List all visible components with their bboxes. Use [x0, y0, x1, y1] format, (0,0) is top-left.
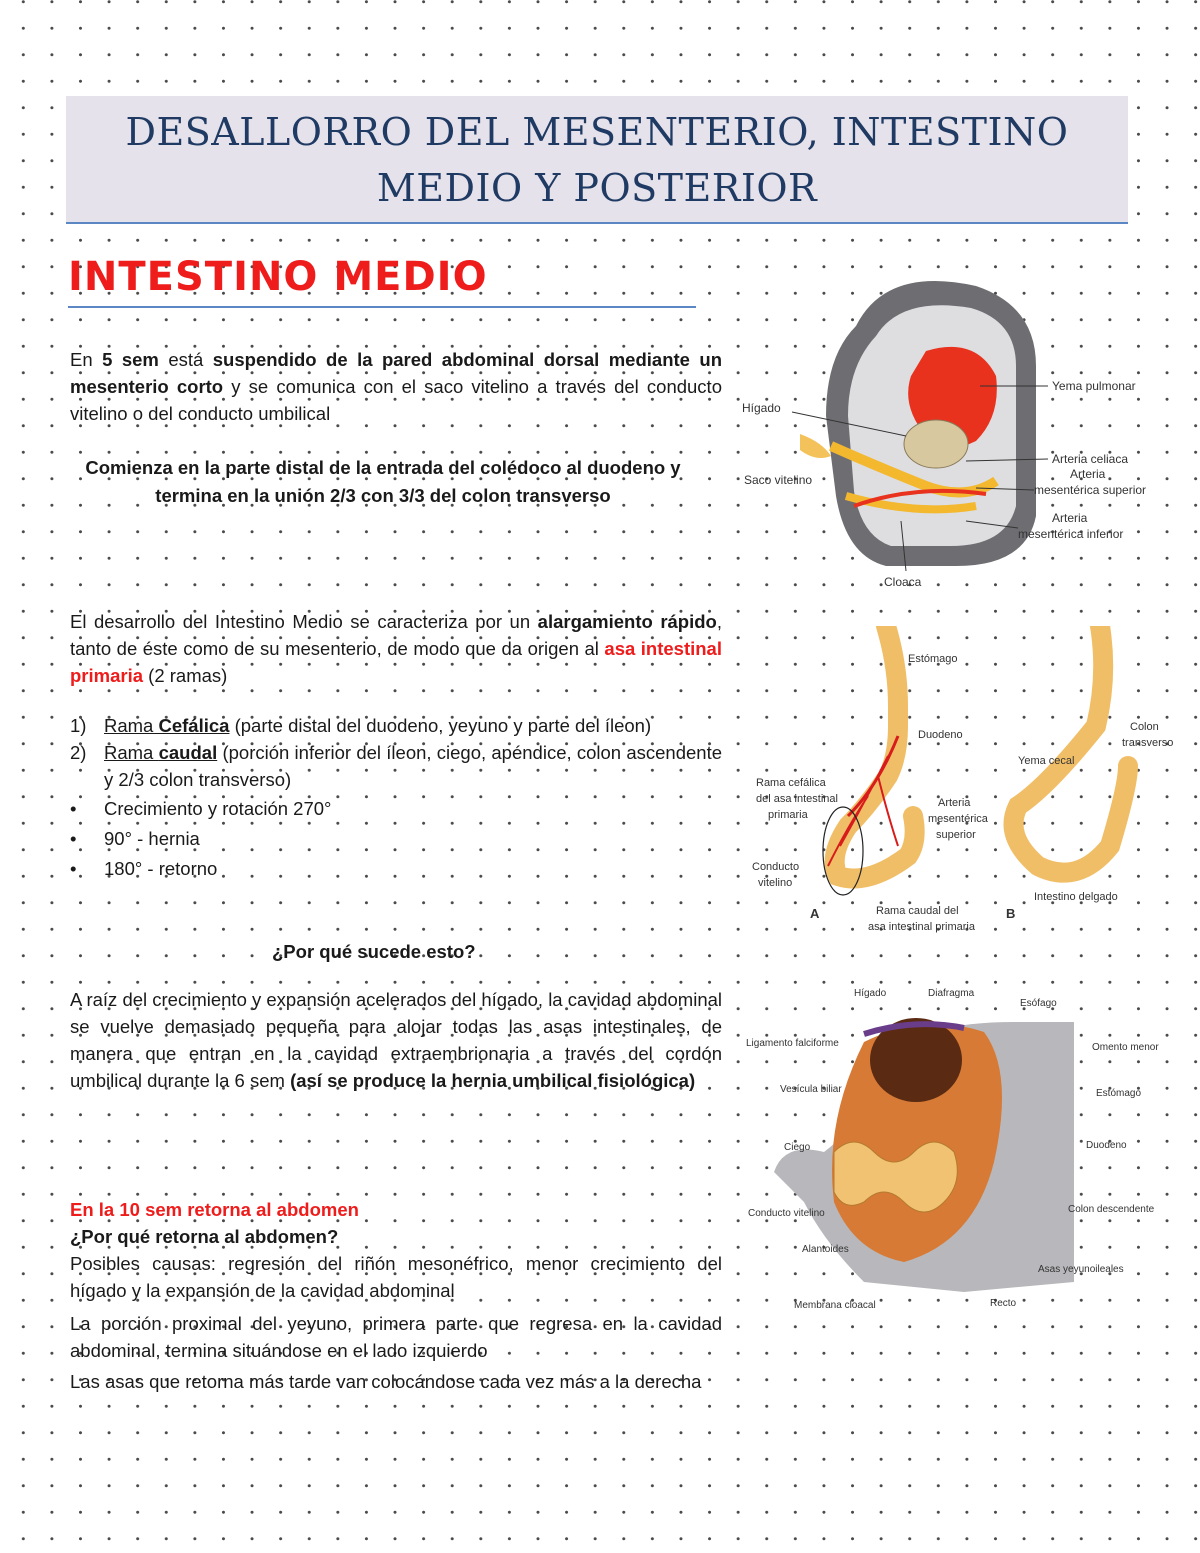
label-higado: Hígado	[742, 401, 781, 415]
label-arteria-ms: Arteria	[938, 797, 971, 809]
label-vitelino: vitelino	[758, 877, 793, 889]
primary-loop-figure	[748, 626, 1178, 936]
title-line-2: MEDIO Y POSTERIOR	[376, 166, 818, 210]
list-item: • Crecimiento y rotación 270°	[70, 798, 332, 819]
label-colon: Colon	[1130, 721, 1159, 733]
label-omento: Omento menor	[1092, 1042, 1159, 1053]
page-title	[66, 96, 1128, 216]
label-panel-b: B	[1006, 906, 1016, 921]
label-higado-3: Hígado	[854, 988, 887, 999]
label-arteria-celiaca: Arteria celiaca	[1052, 452, 1129, 466]
why-paragraph: A raíz del crecimiento y expansión acelerados del hígado, la cavidad abdominal se vuelve demasiado pequeña para alojar todas las asas intestinales, de manera que entran en la cavidad extraembrionaria a través del cordón umbilical durante la 6 sem (así se produce la hernia umbilical fisiológica)	[70, 989, 723, 1091]
label-recto: Recto	[990, 1298, 1017, 1309]
label-arteria-2: Arteria	[1052, 511, 1088, 525]
label-rama-cefalica-3: primaria	[768, 809, 808, 821]
label-colon-descendente: Colon descendente	[1068, 1204, 1155, 1215]
return-proximal: La porción proximal del yeyuno, primera parte que regresa en la cavidad abdominal, termina situándose en el lado izquierdo	[70, 1313, 722, 1361]
label-alantoides: Alantoides	[802, 1244, 849, 1255]
intro-paragraph: En 5 sem está suspendido de la pared abdominal dorsal mediante un mesenterio corto y se comunica con el saco vitelino a través del conducto vitelino o del conducto umbilical	[70, 349, 723, 424]
return-heading: En la 10 sem retorna al abdomen	[70, 1199, 359, 1220]
label-transverso: transverso	[1122, 737, 1174, 749]
label-mesenterica-superior: mesentérica superior	[1034, 483, 1147, 497]
return-causes: Posibles causas: regresión del riñón mesonéfrico, menor crecimiento del hígado y la expansión de la cavidad abdominal	[70, 1253, 722, 1301]
label-yema-pulmonar: Yema pulmonar	[1052, 379, 1136, 393]
label-arteria-ms-2: mesentérica	[928, 813, 988, 825]
label-diafragma: Diafragma	[928, 988, 975, 999]
label-cloaca: Cloaca	[884, 575, 922, 589]
return-question: ¿Por qué retorna al abdomen?	[70, 1226, 339, 1247]
label-esofago: Esófago	[1020, 998, 1057, 1009]
label-ciego: Ciego	[784, 1142, 811, 1153]
label-rama-caudal-2: asa intestinal primaria	[868, 921, 975, 933]
why-question: ¿Por qué sucede esto?	[272, 941, 476, 962]
label-rama-cefalica-2: del asa intestinal	[756, 793, 838, 805]
list-item: • 90° - hernia	[70, 828, 200, 849]
label-conducto: Conducto	[752, 861, 800, 873]
list-item: 1) Rama Cefálica (parte distal del duodeno, yeyuno y parte del íleon)	[70, 715, 652, 736]
label-estomago: Estómago	[908, 653, 958, 665]
label-estomago-3: Estómago	[1096, 1088, 1142, 1099]
title-line-1: DESALLORRO DEL MESENTERIO, INTESTINO	[125, 110, 1069, 154]
label-duodeno-3: Duodeno	[1086, 1140, 1127, 1151]
label-intestino-delgado: Intestino delgado	[1034, 891, 1118, 903]
label-conducto-vitelino: Conducto vitelino	[748, 1208, 825, 1219]
label-arteria: Arteria	[1070, 467, 1106, 481]
label-ligamento: Ligamento falciforme	[746, 1038, 839, 1049]
label-mesenterica-inferior: mesentérica inferior	[1018, 527, 1124, 541]
section-heading: INTESTINO MEDIO	[68, 254, 696, 308]
label-asas: Asas yeyunoileales	[1038, 1264, 1124, 1275]
label-membrana: Membrana cloacal	[794, 1300, 876, 1311]
title-banner	[66, 96, 1128, 224]
label-yema-cecal: Yema cecal	[1018, 755, 1075, 767]
list-item: • 180° - retorno	[70, 858, 218, 879]
embryo-midgut-figure	[736, 266, 1176, 594]
label-arteria-ms-3: superior	[936, 829, 976, 841]
label-saco-vitelino: Saco vitelino	[744, 473, 813, 487]
herniation-figure	[744, 982, 1174, 1312]
list-item: 2) Rama caudal (porción inferior del íleon, ciego, apéndice, colon ascendente y 2/3 colon transverso)	[70, 742, 723, 790]
label-rama-cefalica: Rama cefálica	[756, 777, 826, 789]
label-panel-a: A	[810, 906, 820, 921]
branch-list	[70, 712, 722, 882]
label-vesicula: Vesícula biliar	[780, 1084, 842, 1095]
label-rama-caudal: Rama caudal del	[876, 905, 959, 917]
return-last: Las asas que retorna más tarde van colocándose cada vez más a la derecha	[70, 1371, 702, 1392]
label-duodeno: Duodeno	[918, 729, 963, 741]
development-paragraph: El desarrollo del Intestino Medio se caracteriza por un alargamiento rápido, tanto de éste como de su mesenterio, de modo que da origen al asa intestinal primaria (2 ramas)	[70, 611, 722, 686]
midgut-extent-note: Comienza en la parte distal de la entrada del colédoco al duodeno y termina en la unión 2/3 con 3/3 del colon transverso	[85, 457, 681, 506]
